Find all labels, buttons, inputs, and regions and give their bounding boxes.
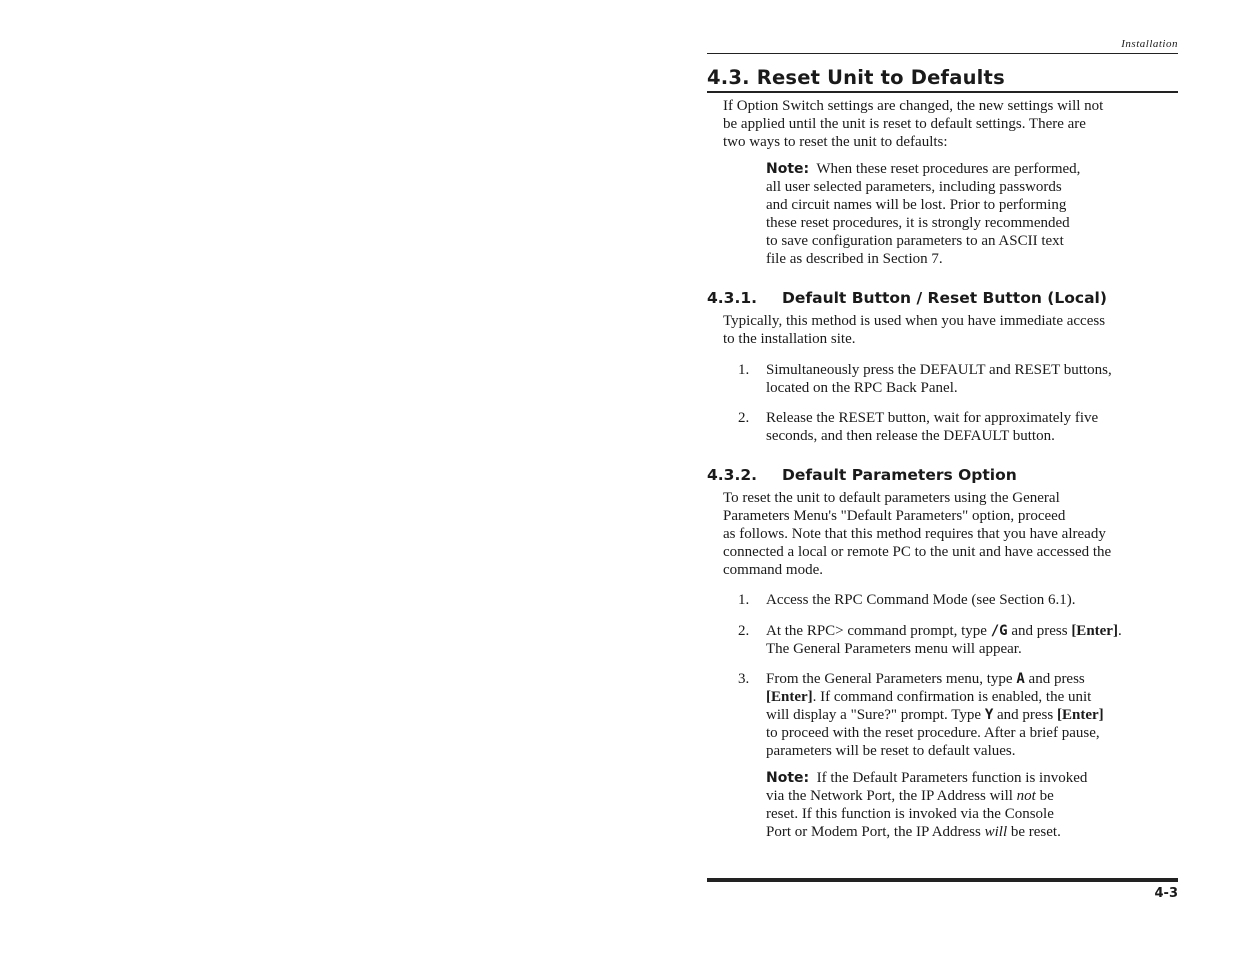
- command-code: /G: [990, 623, 1008, 639]
- subsection-4-3-1-intro: Typically, this method is used when you have immediate access to the installation site.: [723, 313, 1106, 347]
- subsection-title-4-3-1: 4.3.1. Default Button / Reset Button (Local): [707, 289, 1107, 307]
- section-title: 4.3. Reset Unit to Defaults: [707, 66, 1005, 89]
- step-text: Release the RESET button, wait for approximately five seconds, and then release the DEFAULT button.: [766, 410, 1099, 444]
- subsection-4-3-2-intro: To reset the unit to default parameters using the General Parameters Menu's "Default Parameters" option, proceed as follows. Note that this method requires that you have already connected a local or remote PC to the unit and have accessed the command mode.: [723, 490, 1112, 578]
- ip-address-note: Note: If the Default Parameters function is invoked via the Network Port, the IP Address will not be reset. If this function is invoked via the Console Port or Modem Port, the IP Address will be reset.: [766, 770, 1088, 840]
- header-rule: [707, 53, 1178, 54]
- step-number: 1.: [738, 362, 750, 378]
- running-head: Installation: [1121, 38, 1178, 50]
- command-code: Y: [984, 707, 994, 723]
- step-number: 1.: [738, 592, 750, 608]
- enter-key: [Enter]: [1057, 707, 1104, 723]
- step-text: Access the RPC Command Mode (see Section 6.1).: [766, 592, 1076, 608]
- page-number: 4-3: [1154, 886, 1178, 901]
- enter-key: [Enter]: [1071, 623, 1118, 639]
- subsection-title-4-3-2: 4.3.2. Default Parameters Option: [707, 466, 1017, 484]
- step-number: 2.: [738, 410, 750, 426]
- section-intro: If Option Switch settings are changed, the new settings will not be applied until the unit is reset to default settings. There are two ways to reset the unit to defaults:: [723, 98, 1104, 150]
- section-title-rule: [707, 91, 1178, 93]
- step-number: 3.: [738, 671, 750, 687]
- note-label: Note:: [766, 161, 810, 177]
- note-label: Note:: [766, 770, 810, 786]
- step-text: From the General Parameters menu, type A and press [Enter]. If command confirmation is enabled, the unit will display a "Sure?" prompt. Type Y and press [Enter] to proceed with the reset procedure. After a brief pause, parameters will be reset to default values.: [766, 671, 1104, 759]
- command-code: A: [1016, 671, 1025, 687]
- step-text: At the RPC> command prompt, type /G and press [Enter]. The General Parameters menu will appear.: [766, 623, 1122, 657]
- footer-rule: [707, 878, 1178, 882]
- reset-warning-note: Note: When these reset procedures are performed, all user selected parameters, including passwords and circuit names will be lost. Prior to performing these reset procedures, it is strongly recommended to save configuration parameters to an ASCII text file as described in Section 7.: [766, 161, 1081, 267]
- step-text: Simultaneously press the DEFAULT and RESET buttons, located on the RPC Back Panel.: [766, 362, 1112, 396]
- enter-key: [Enter]: [766, 689, 813, 705]
- step-number: 2.: [738, 623, 750, 639]
